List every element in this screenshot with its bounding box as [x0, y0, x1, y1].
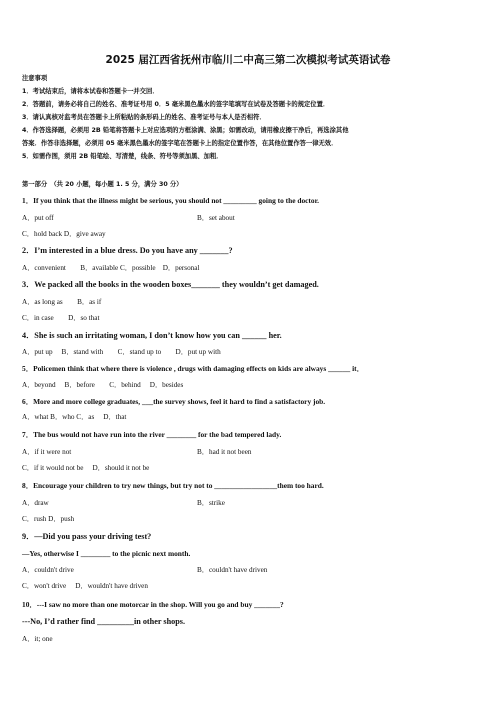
- notice-item: 1．考试结束后，请将本试卷和答题卡一并交回．: [22, 88, 159, 95]
- question-9: 9．—Did you pass your driving test?: [22, 532, 152, 541]
- question-7-option-b: B．had it not been: [197, 448, 252, 456]
- question-6-options: A．what B．who C．as D．that: [22, 413, 127, 421]
- question-2-options: A．convenient B．available C．possible D．personal: [22, 264, 200, 272]
- notice-item: 3．请认真核对监考员在答题卡上所粘贴的条形码上的姓名、准考证号与本人是否相符．: [22, 114, 266, 121]
- question-8: 8．Encourage your children to try new things, but try not to _________________them too hard.: [22, 481, 324, 490]
- question-9-option-a: A．couldn't drive: [22, 566, 74, 574]
- notice-item: 2．答题前，请务必将自己的姓名、准考证号用 0．5 毫米黑色墨水的签字笔填写在试卷及答题卡的规定位置．: [22, 101, 330, 108]
- question-9-option-b: B．couldn't have driven: [197, 566, 268, 574]
- question-7-options-cd: C．if it would not be D．should it not be: [22, 464, 150, 472]
- notice-heading: 注意事项: [22, 75, 48, 82]
- notice-item: 答案．作答非选择题，必须用 05 毫米黑色墨水的签字笔在答题卡上的指定位置作答，在其他位置作答一律无效．: [22, 140, 338, 147]
- question-4-options: A．put up B．stand with C．stand up to D．put up with: [22, 348, 221, 356]
- question-3: 3．We packed all the books in the wooden boxes_______ they wouldn’t get damaged.: [22, 280, 319, 289]
- question-9-reply: —Yes, otherwise I ________ to the picnic next month.: [22, 549, 191, 558]
- question-1-option-a: A．put off: [22, 214, 54, 222]
- question-6: 6．More and more college graduates, ___the survey shows, feel it hard to find a satisfactory job.: [22, 397, 326, 406]
- question-2: 2．I’m interested in a blue dress. Do you have any _______?: [22, 246, 233, 255]
- question-7: 7．The bus would not have run into the river ________ for the bad tempered lady.: [22, 430, 282, 439]
- question-8-option-b: B．strike: [197, 499, 225, 507]
- question-7-option-a: A．if it were not: [22, 448, 72, 456]
- question-5-options: A．beyond B．before C．behind D．besides: [22, 381, 184, 389]
- question-10-option-a: A．it; one: [22, 635, 53, 643]
- question-3-options-ab: A．as long as B．as if: [22, 298, 102, 306]
- question-3-options-cd: C．in case D．so that: [22, 314, 100, 322]
- question-5: 5．Policemen think that where there is violence , drugs with damaging effects on kids are always ______ it．: [22, 364, 365, 373]
- question-9-options-cd: C．won't drive D．wouldn't have driven: [22, 582, 148, 590]
- notice-item: 5．如需作图，须用 2B 铅笔绘、写清楚，线条、符号等须加黑、加粗．: [22, 153, 223, 160]
- question-1-options-cd: C．hold back D．give away: [22, 230, 106, 238]
- question-8-options-cd: C．rush D．push: [22, 515, 75, 523]
- question-1: 1．If you think that the illness might be serious, you should not _________ going to the doctor.: [22, 196, 320, 205]
- page-title: 2025 届江西省抚州市临川二中高三第二次模拟考试英语试卷: [105, 54, 391, 66]
- question-10-reply: ---No, I’d rather find _________in other shops.: [22, 617, 186, 626]
- question-8-option-a: A．draw: [22, 499, 49, 507]
- question-10: 10．---I saw no more than one motorcar in the shop. Will you go and buy _______?: [22, 600, 284, 609]
- section-heading: 第一部分 （共 20 小题，每小题 1. 5 分，满分 30 分）: [22, 181, 183, 188]
- question-1-option-b: B．set about: [197, 214, 235, 222]
- notice-item: 4．作答选择题，必须用 2B 铅笔将答题卡上对应选项的方框涂满、涂黑；如需改动，请用橡皮擦干净后，再选涂其他: [22, 127, 349, 134]
- question-4: 4．She is such an irritating woman, I don’t know how you can ______ her.: [22, 331, 282, 340]
